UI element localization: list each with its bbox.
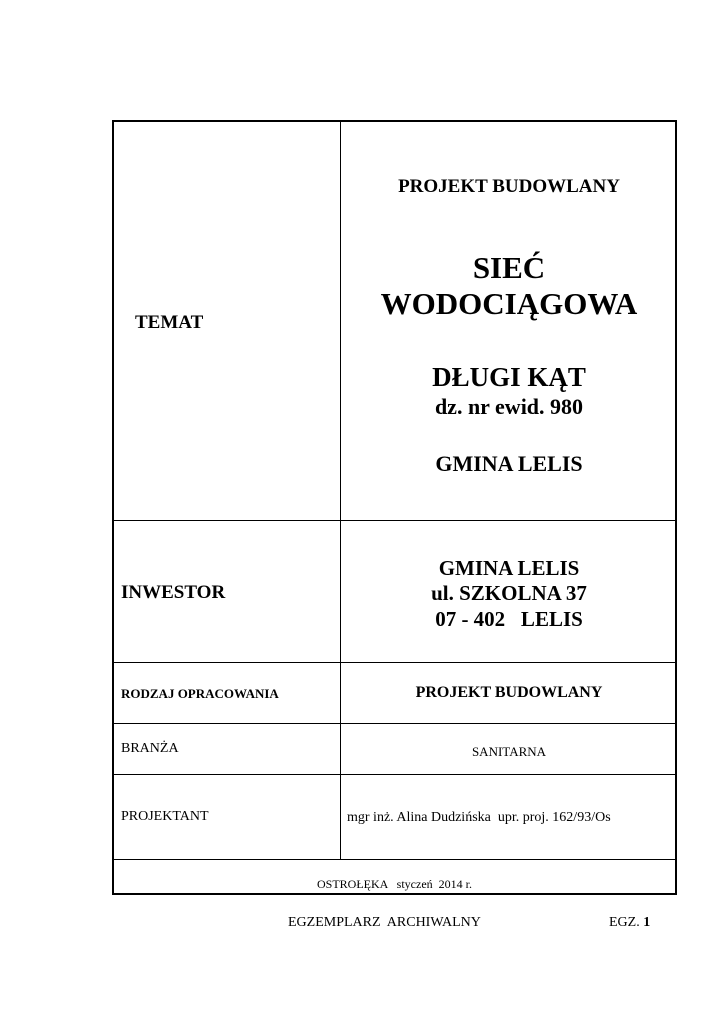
projektant-label: PROJEKTANT — [121, 809, 209, 824]
divider-rodzaj — [114, 662, 675, 663]
project-type-heading: PROJEKT BUDOWLANY — [398, 176, 620, 197]
archival-copy-label: EGZEMPLARZ ARCHIWALNY — [288, 915, 481, 930]
divider-footer — [114, 859, 675, 860]
copy-number-value: 1 — [643, 915, 651, 930]
investor-label: INWESTOR — [121, 582, 226, 603]
commune-name: GMINA LELIS — [435, 451, 583, 476]
divider-investor — [114, 520, 675, 521]
title-line-2: WODOCIĄGOWA — [380, 286, 638, 321]
location-name: DŁUGI KĄT — [432, 362, 586, 392]
rodzaj-value: PROJEKT BUDOWLANY — [415, 684, 603, 701]
parcel-number: dz. nr ewid. 980 — [434, 394, 584, 419]
divider-branza — [114, 723, 675, 724]
rodzaj-label: RODZAJ OPRACOWANIA — [121, 686, 279, 701]
investor-postal: 07 - 402 LELIS — [435, 607, 583, 631]
title-line-1: SIEĆ — [472, 250, 546, 285]
title-sheet — [112, 120, 677, 895]
temat-label: TEMAT — [135, 312, 204, 333]
investor-street: ul. SZKOLNA 37 — [431, 581, 587, 605]
investor-name: GMINA LELIS — [438, 556, 580, 580]
place-date: OSTROŁĘKA styczeń 2014 r. — [317, 877, 472, 891]
projektant-value: mgr inż. Alina Dudzińska upr. proj. 162/93/Os — [347, 810, 611, 825]
divider-projektant — [114, 774, 675, 775]
copy-number-prefix: EGZ. — [609, 915, 640, 930]
copy-number — [609, 915, 650, 931]
branza-label: BRANŻA — [121, 741, 179, 756]
branza-value: SANITARNA — [471, 744, 547, 759]
